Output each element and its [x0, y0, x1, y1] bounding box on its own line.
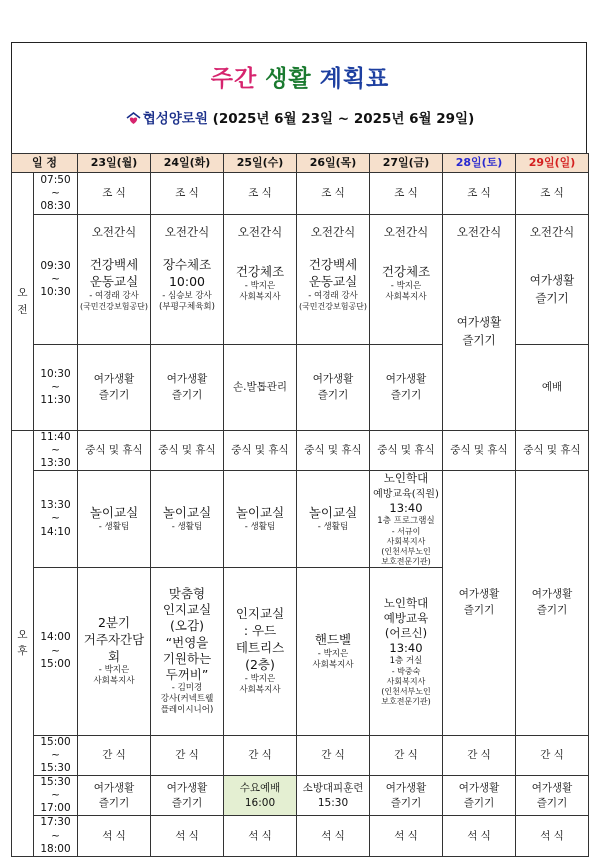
time-morning — [34, 215, 78, 345]
l: 플레이시니어) — [160, 705, 214, 716]
morning-tue — [151, 215, 224, 345]
dinner-sun: 석 식 — [516, 816, 589, 856]
activity-title: 놀이교실 — [308, 505, 358, 521]
l: 13:40 — [389, 640, 423, 655]
l: : 우드 — [243, 623, 277, 639]
l: 즐기기 — [171, 388, 203, 401]
l: 즐기기 — [390, 796, 422, 809]
dinner-fri: 석 식 — [370, 816, 443, 856]
t: ~ — [51, 644, 60, 657]
l: “번영을 — [165, 634, 209, 650]
breakfast-sat: 조 식 — [443, 173, 516, 215]
time-pm3 — [34, 776, 78, 816]
t: 17:00 — [40, 802, 71, 815]
note: 사회복지사 — [93, 676, 135, 687]
l: 즐기기 — [98, 796, 130, 809]
l: 건강백세 — [89, 257, 139, 273]
morning-fri — [370, 215, 443, 345]
t: 09:30 — [40, 259, 71, 272]
note: 사회복지사 — [239, 684, 281, 695]
day-fri: 27일(금) — [370, 154, 443, 173]
snack-sun: 간 식 — [516, 735, 589, 775]
l: (인천서부노인 — [381, 686, 431, 696]
activity-title — [297, 257, 369, 291]
t: ~ — [51, 789, 60, 802]
dinner-sat: 석 식 — [443, 816, 516, 856]
time-lunch — [34, 431, 78, 471]
l: 사회복지사 — [386, 676, 426, 686]
pm-text: 오후 — [17, 628, 28, 658]
note: 사회복지사 — [239, 292, 281, 303]
l: 여가생활 — [529, 273, 575, 288]
morning-sat — [443, 215, 516, 431]
snack-thu: 간 식 — [297, 735, 370, 775]
note: - 심승보 강사 — [162, 291, 212, 302]
t: 08:30 — [40, 200, 71, 213]
t: ~ — [51, 748, 60, 761]
day-tue: 24일(화) — [151, 154, 224, 173]
snack: 오전간식 — [456, 225, 502, 239]
activity-title: 건강체조 — [381, 264, 431, 280]
t: 15:30 — [40, 761, 71, 774]
page-title — [0, 60, 600, 93]
morning-thu — [297, 215, 370, 345]
pm1-tue — [151, 471, 224, 567]
morning-mon — [78, 215, 151, 345]
l: 운동교실 — [308, 274, 358, 290]
t: 15:30 — [40, 776, 71, 789]
breakfast-sun: 조 식 — [516, 173, 589, 215]
am-text: 오전 — [17, 286, 28, 316]
dinner-mon: 석 식 — [78, 816, 151, 856]
row-snack-pm — [12, 735, 589, 775]
note: - 생활팀 — [171, 521, 203, 532]
l: 노인학대 — [383, 471, 429, 486]
l: 10:00 — [168, 274, 206, 290]
l: 여가생활 — [456, 315, 502, 330]
note: 사회복지사 — [312, 659, 354, 670]
pm3-sun — [516, 776, 589, 816]
activity-title: 핸드벨 — [314, 631, 352, 647]
l: 13:40 — [389, 501, 423, 516]
l: 수요예배 — [239, 782, 281, 795]
breakfast-mon: 조 식 — [78, 173, 151, 215]
note: (부평구체육회) — [159, 302, 215, 313]
t: 14:00 — [40, 631, 71, 644]
morning-wed — [224, 215, 297, 345]
t: ~ — [51, 829, 60, 842]
l: 즐기기 — [317, 388, 349, 401]
note: - 여경래 강사 — [89, 291, 139, 302]
pm-sun — [516, 471, 589, 735]
title-word-1: 주간 — [210, 66, 258, 92]
pm-label — [12, 431, 34, 857]
lunch-mon: 중식 및 휴식 — [78, 431, 151, 471]
lunch-tue: 중식 및 휴식 — [151, 431, 224, 471]
activity-title — [78, 615, 150, 666]
t: 07:50 — [40, 173, 71, 186]
note — [151, 683, 223, 716]
pm3-fri — [370, 776, 443, 816]
l: 맞춤형 — [168, 585, 206, 601]
t: 13:30 — [40, 499, 71, 512]
leisure — [516, 272, 588, 307]
lunch-sun: 중식 및 휴식 — [516, 431, 589, 471]
l: 여가생활 — [93, 782, 135, 795]
l: - 박중숙 — [391, 666, 421, 676]
late-morning-thu — [297, 345, 370, 431]
time-snack-pm — [34, 735, 78, 775]
note — [370, 527, 442, 567]
l: 여가생활 — [531, 588, 573, 601]
t: 14:10 — [40, 525, 71, 538]
breakfast-fri: 조 식 — [370, 173, 443, 215]
day-sun: 29일(일) — [516, 154, 589, 173]
l: (어르신) — [384, 625, 428, 640]
t: 11:40 — [40, 431, 71, 443]
pm3-wed — [224, 776, 297, 816]
snack-sat: 간 식 — [443, 735, 516, 775]
lunch-fri: 중식 및 휴식 — [370, 431, 443, 471]
location: 1층 거실 — [389, 655, 423, 666]
t: 10:30 — [40, 367, 71, 380]
l: - 김미경 — [171, 683, 203, 694]
l: 2분기 — [97, 614, 131, 630]
activity-title — [151, 257, 223, 291]
l: 기원하는 — [162, 650, 212, 666]
header-label: 일 정 — [12, 154, 78, 173]
day-wed: 25일(수) — [224, 154, 297, 173]
l: 여가생활 — [166, 782, 208, 795]
header-row — [12, 154, 589, 173]
note: (국민건강보험공단) — [298, 302, 368, 312]
l: (2층) — [245, 657, 275, 672]
t: ~ — [51, 380, 60, 393]
note: 사회복지사 — [385, 292, 427, 303]
note: - 여경래 강사 — [308, 291, 358, 302]
location: 1층 프로그램실 — [377, 515, 435, 526]
row-pm1 — [12, 471, 589, 567]
note: - 박지은 — [390, 281, 422, 292]
l: 15:30 — [317, 796, 349, 809]
row-breakfast — [12, 173, 589, 215]
title-word-3: 계획표 — [319, 66, 390, 92]
snack: 오전간식 — [91, 225, 137, 239]
pm2-fri — [370, 567, 443, 735]
note: (국민건강보험공단) — [79, 302, 149, 312]
snack: 오전간식 — [310, 225, 356, 239]
activity-title: 놀이교실 — [89, 505, 139, 521]
dinner-thu: 석 식 — [297, 816, 370, 856]
l: 즐기기 — [462, 332, 496, 347]
l: 건강백세 — [308, 257, 358, 273]
t: 17:30 — [40, 816, 71, 829]
snack-fri: 간 식 — [370, 735, 443, 775]
l: 여가생활 — [93, 372, 135, 385]
day-mon: 23일(월) — [78, 154, 151, 173]
note: - 박지은 — [98, 665, 130, 676]
l: 여가생활 — [312, 372, 354, 385]
time-pm1 — [34, 471, 78, 567]
title-frame — [11, 42, 587, 154]
pm2-tue — [151, 567, 224, 735]
l: 인지교실 — [235, 606, 285, 622]
l: 즐기기 — [536, 796, 568, 809]
pm3-tue — [151, 776, 224, 816]
period: (2025년 6월 23일 ~ 2025년 6월 29일) — [212, 111, 475, 127]
t: ~ — [51, 186, 60, 199]
note: - 생활팀 — [98, 521, 130, 532]
l: 16:00 — [244, 796, 276, 809]
l: 즐기기 — [536, 604, 568, 617]
breakfast-thu: 조 식 — [297, 173, 370, 215]
l: 여가생활 — [166, 372, 208, 385]
t: ~ — [51, 512, 60, 525]
late-morning-tue — [151, 345, 224, 431]
pm3-mon — [78, 776, 151, 816]
t: ~ — [51, 444, 60, 457]
snack: 오전간식 — [237, 225, 283, 239]
lunch-wed: 중식 및 휴식 — [224, 431, 297, 471]
activity-title: 건강체조 — [235, 264, 285, 280]
time-dinner — [34, 816, 78, 856]
t: ~ — [51, 272, 60, 285]
l: 보호전문기관) — [381, 696, 431, 706]
snack: 오전간식 — [383, 225, 429, 239]
row-pm3 — [12, 776, 589, 816]
l: 강사(커넥트웰 — [160, 694, 214, 705]
note: - 생활팀 — [244, 521, 276, 532]
pm1-wed — [224, 471, 297, 567]
snack-mon: 간 식 — [78, 735, 151, 775]
l: 거주자간담회 — [83, 631, 145, 664]
breakfast-tue: 조 식 — [151, 173, 224, 215]
activity-title — [224, 606, 296, 674]
t: 10:30 — [40, 286, 71, 299]
l: 소방대피훈련 — [302, 782, 364, 795]
note — [370, 667, 442, 707]
pm3-thu — [297, 776, 370, 816]
l: (오감) — [170, 618, 204, 634]
l: - 서규이 — [391, 526, 421, 536]
l: 여가생활 — [385, 372, 427, 385]
t: 13:30 — [40, 457, 71, 470]
l: 여가생활 — [531, 782, 573, 795]
t: 15:00 — [40, 657, 71, 670]
l: 여가생활 — [385, 782, 427, 795]
l: 즐기기 — [390, 388, 422, 401]
l: 즐기기 — [98, 388, 130, 401]
row-dinner — [12, 816, 589, 856]
subtitle — [0, 107, 600, 127]
l: 사회복지사 — [386, 536, 426, 546]
day-sat: 28일(토) — [443, 154, 516, 173]
schedule-table — [11, 153, 589, 857]
row-morning — [12, 215, 589, 345]
activity-title — [370, 596, 442, 656]
l: 여가생활 — [458, 588, 500, 601]
l: 운동교실 — [89, 274, 139, 290]
late-morning-sun: 예배 — [516, 345, 589, 431]
activity-title — [370, 471, 442, 515]
l: 즐기기 — [171, 796, 203, 809]
activity-title — [78, 257, 150, 291]
am-label — [12, 173, 34, 431]
snack: 오전간식 — [164, 225, 210, 239]
l: 두꺼비” — [165, 667, 209, 683]
l: 테트리스 — [235, 640, 285, 656]
morning-sun — [516, 215, 589, 345]
dinner-wed: 석 식 — [224, 816, 297, 856]
l: 즐기기 — [535, 290, 569, 305]
t: 11:30 — [40, 394, 71, 407]
day-thu: 26일(목) — [297, 154, 370, 173]
pm2-mon — [78, 567, 151, 735]
note: - 박지은 — [317, 648, 349, 659]
activity-title: 놀이교실 — [235, 505, 285, 521]
breakfast-wed: 조 식 — [224, 173, 297, 215]
pm3-sat — [443, 776, 516, 816]
pm-sat — [443, 471, 516, 735]
t: 15:00 — [40, 735, 71, 748]
lunch-sat: 중식 및 휴식 — [443, 431, 516, 471]
late-morning-wed: 손.발톱관리 — [224, 345, 297, 431]
pm1-mon — [78, 471, 151, 567]
pm2-thu — [297, 567, 370, 735]
pm1-fri — [370, 471, 443, 567]
title-word-2: 생활 — [265, 66, 312, 92]
l: 노인학대 — [383, 595, 429, 610]
l: 예방교육(직원) — [373, 488, 439, 500]
dinner-tue: 석 식 — [151, 816, 224, 856]
l: 보호전문기관) — [381, 556, 431, 566]
time-breakfast — [34, 173, 78, 215]
l: (인천서부노인 — [381, 546, 431, 556]
time-late-morning — [34, 345, 78, 431]
l: 장수체조 — [162, 257, 212, 273]
note: - 박지은 — [244, 673, 276, 684]
note: - 박지은 — [244, 281, 276, 292]
note: - 생활팀 — [317, 521, 349, 532]
late-morning-fri — [370, 345, 443, 431]
late-morning-mon — [78, 345, 151, 431]
org-name: 협성양로원 — [142, 111, 208, 127]
snack-wed: 간 식 — [224, 735, 297, 775]
pm1-thu — [297, 471, 370, 567]
t: 18:00 — [40, 842, 71, 855]
lunch-thu: 중식 및 휴식 — [297, 431, 370, 471]
activity-title: 놀이교실 — [162, 505, 212, 521]
activity-title — [151, 586, 223, 684]
snack-tue: 간 식 — [151, 735, 224, 775]
snack: 오전간식 — [529, 225, 575, 239]
pm2-wed — [224, 567, 297, 735]
row-lunch — [12, 431, 589, 471]
l: 즐기기 — [463, 604, 495, 617]
time-pm2 — [34, 567, 78, 735]
l: 인지교실 — [162, 602, 212, 618]
l: 예방교육 — [383, 610, 429, 625]
leisure — [443, 314, 515, 349]
l: 즐기기 — [463, 796, 495, 809]
l: 여가생활 — [458, 782, 500, 795]
house-heart-logo-icon — [126, 112, 141, 125]
